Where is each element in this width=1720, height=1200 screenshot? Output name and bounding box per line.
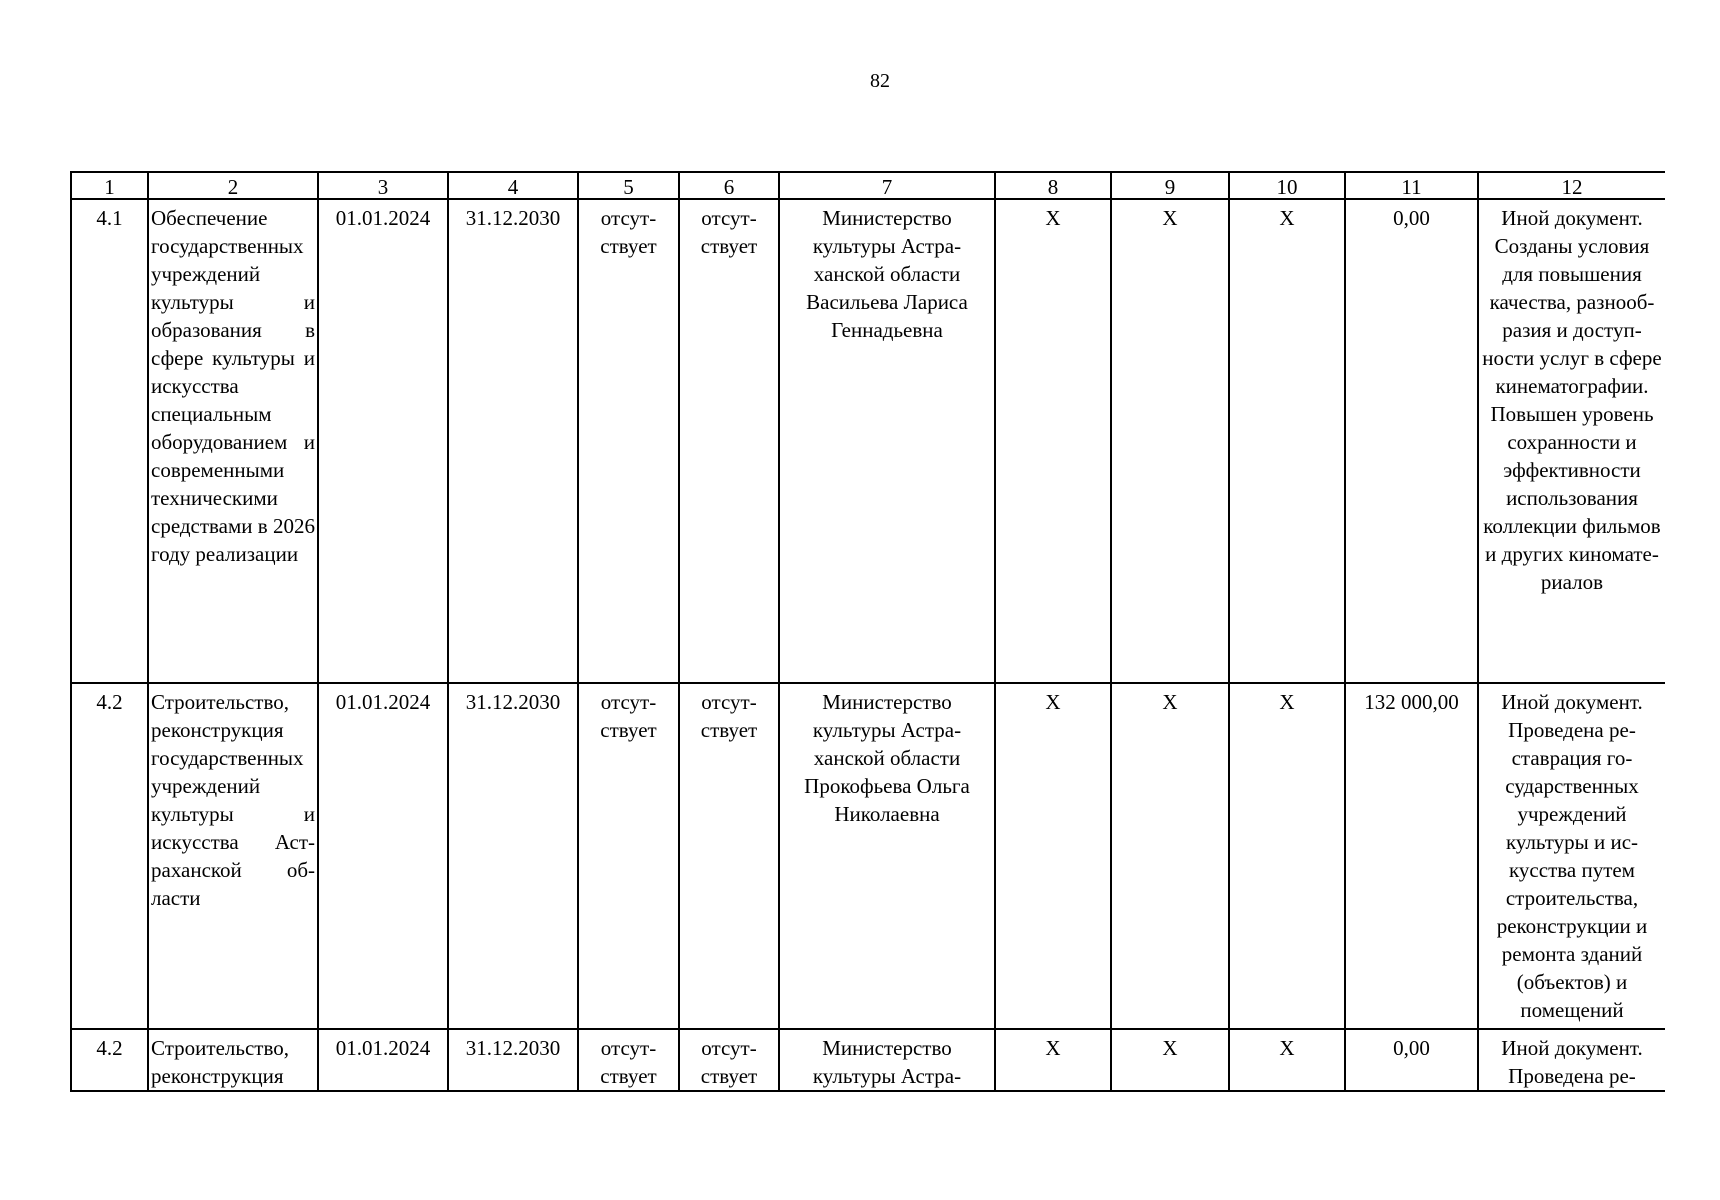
column-8-cell: X — [995, 1029, 1111, 1091]
column-header: 3 — [318, 172, 448, 199]
responsible-cell: Министерство культуры Астраханской области Прокофьева Ольга Николаевна — [779, 683, 995, 1029]
column-header: 2 — [148, 172, 318, 199]
end-date-cell: 31.12.2030 — [448, 1029, 578, 1091]
table-row — [71, 1029, 1665, 1091]
column-header: 6 — [679, 172, 779, 199]
page-number: 82 — [870, 70, 890, 92]
activity-name-cell: Обеспечение государственных учреждений культуры и образования в сфере культуры и искусства специальным оборудованием и современными техническими средствами в 2026 году реализации — [148, 199, 318, 683]
header-row — [71, 172, 1665, 199]
end-date-cell: 31.12.2030 — [448, 683, 578, 1029]
start-date-cell: 01.01.2024 — [318, 1029, 448, 1091]
row-number-cell: 4.2 — [71, 683, 148, 1029]
activity-name-cell: Строительство, реконструкция — [148, 1029, 318, 1091]
column-10-cell: X — [1229, 683, 1345, 1029]
result-cell: Иной документ. Проведена реставрация государственных учреждений культуры и искусства путем строительства, реконструкции и ремонта зданий (объектов) и помещений — [1478, 683, 1665, 1029]
column-header: 7 — [779, 172, 995, 199]
column-header: 11 — [1345, 172, 1478, 199]
table-row — [71, 199, 1665, 683]
responsible-cell: Министерство культуры Астра- — [779, 1029, 995, 1091]
amount-cell: 0,00 — [1345, 199, 1478, 683]
start-date-cell: 01.01.2024 — [318, 199, 448, 683]
column-10-cell: X — [1229, 1029, 1345, 1091]
column-5-cell: отсутствует — [578, 199, 679, 683]
column-header: 9 — [1111, 172, 1229, 199]
activity-name-cell: Строительство, реконструкция государственных учреждений культуры и искусства Астраханской области — [148, 683, 318, 1029]
column-8-cell: X — [995, 683, 1111, 1029]
column-header: 1 — [71, 172, 148, 199]
column-6-cell: отсутствует — [679, 683, 779, 1029]
column-8-cell: X — [995, 199, 1111, 683]
column-header: 4 — [448, 172, 578, 199]
column-header: 12 — [1478, 172, 1665, 199]
table-container — [70, 171, 1665, 1093]
responsible-cell: Министерство культуры Астраханской области Васильева Лариса Геннадьевна — [779, 199, 995, 683]
result-cell: Иной документ. Проведена ре- — [1478, 1029, 1665, 1091]
result-cell: Иной документ. Созданы условия для повышения качества, разнообразия и доступности услуг в сфере кинематографии. Повышен уровень сохранности и эффективности использования коллекции фильмов и других киноматериалов — [1478, 199, 1665, 683]
column-6-cell: отсутствует — [679, 199, 779, 683]
table-row — [71, 683, 1665, 1029]
column-header: 8 — [995, 172, 1111, 199]
column-9-cell: X — [1111, 1029, 1229, 1091]
column-9-cell: X — [1111, 683, 1229, 1029]
column-6-cell: отсутствует — [679, 1029, 779, 1091]
amount-cell: 0,00 — [1345, 1029, 1478, 1091]
start-date-cell: 01.01.2024 — [318, 683, 448, 1029]
amount-cell: 132 000,00 — [1345, 683, 1478, 1029]
column-9-cell: X — [1111, 199, 1229, 683]
column-5-cell: отсутствует — [578, 1029, 679, 1091]
data-table — [70, 171, 1665, 1092]
row-number-cell: 4.2 — [71, 1029, 148, 1091]
row-number-cell: 4.1 — [71, 199, 148, 683]
end-date-cell: 31.12.2030 — [448, 199, 578, 683]
column-5-cell: отсутствует — [578, 683, 679, 1029]
column-10-cell: X — [1229, 199, 1345, 683]
column-header: 10 — [1229, 172, 1345, 199]
column-header: 5 — [578, 172, 679, 199]
